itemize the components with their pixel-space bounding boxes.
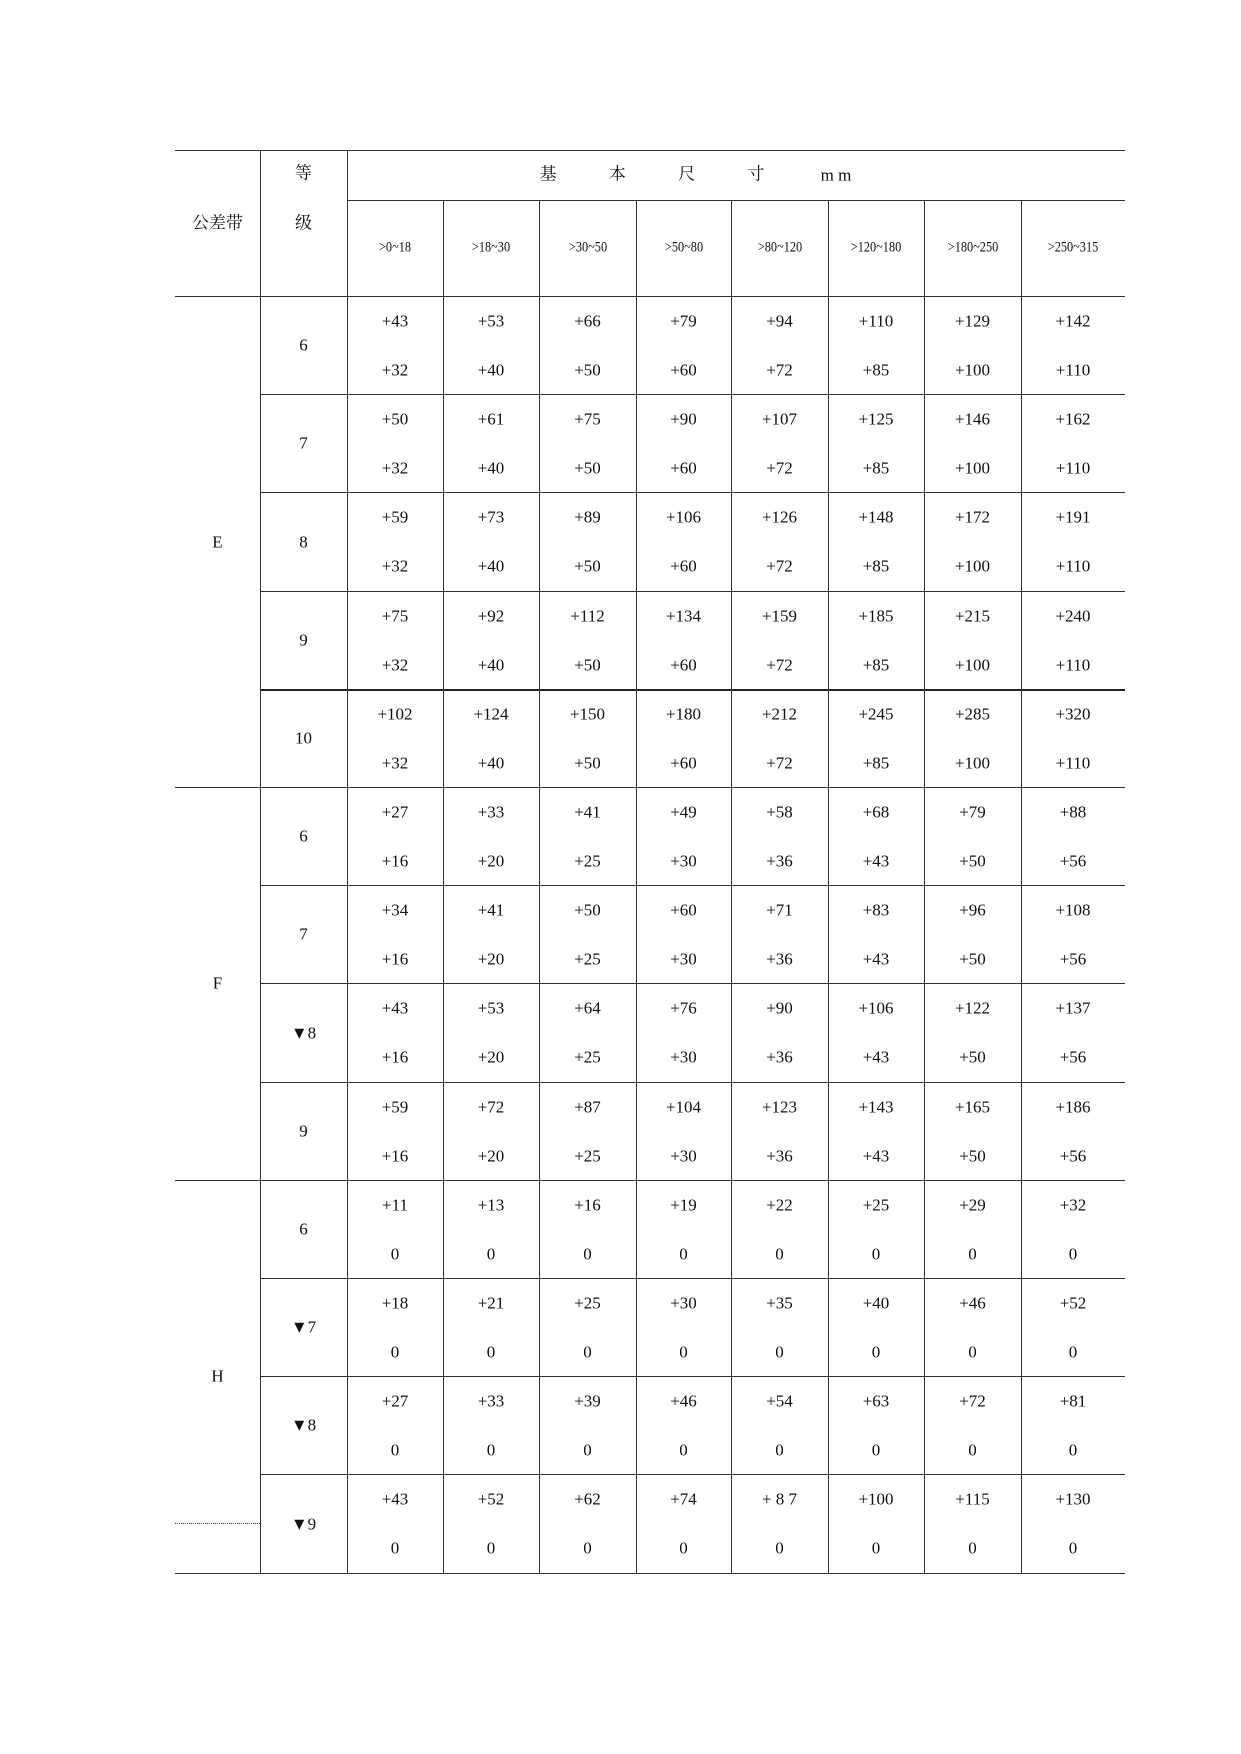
lower-deviation: +100 — [954, 753, 991, 773]
lower-deviation: +50 — [574, 753, 601, 773]
column-border — [828, 200, 829, 1573]
band-column-border — [260, 150, 261, 1573]
upper-deviation: + 8 7 — [761, 1489, 798, 1509]
lower-deviation: +40 — [477, 360, 505, 380]
lower-deviation: 0 — [871, 1244, 881, 1264]
lower-deviation: +25 — [574, 949, 601, 969]
upper-deviation: +46 — [959, 1293, 986, 1313]
upper-deviation: +87 — [574, 1097, 601, 1117]
lower-deviation: +20 — [477, 851, 505, 871]
size-header: 基 本 尺 寸 — [539, 164, 789, 184]
lower-deviation: +20 — [477, 1047, 505, 1067]
upper-deviation: +43 — [381, 311, 409, 331]
row-divider — [260, 1474, 1125, 1475]
upper-deviation: +34 — [381, 900, 409, 920]
column-border — [924, 200, 925, 1573]
column-border — [443, 200, 444, 1573]
lower-deviation: +32 — [381, 458, 409, 478]
upper-deviation: +137 — [1055, 998, 1091, 1018]
lower-deviation: 0 — [390, 1440, 400, 1460]
upper-deviation: +49 — [670, 802, 697, 822]
lower-deviation: 0 — [486, 1244, 496, 1264]
upper-deviation: +172 — [954, 507, 991, 527]
row-divider — [260, 591, 1125, 592]
grade-cell: ▼9 — [290, 1514, 317, 1533]
upper-deviation: +61 — [477, 409, 505, 429]
upper-deviation: +73 — [477, 507, 505, 527]
range-header: >250~315 — [1047, 239, 1099, 256]
lower-deviation: +110 — [1055, 360, 1091, 380]
upper-deviation: +75 — [381, 606, 409, 626]
upper-deviation: +245 — [858, 704, 894, 724]
lower-deviation: +50 — [959, 851, 986, 871]
row-divider — [260, 1376, 1125, 1377]
upper-deviation: +40 — [862, 1293, 890, 1313]
lower-deviation: 0 — [775, 1538, 784, 1558]
range-header: >120~180 — [850, 239, 902, 256]
lower-deviation: +50 — [574, 458, 601, 478]
lower-deviation: 0 — [679, 1342, 688, 1362]
lower-deviation: 0 — [1068, 1440, 1078, 1460]
upper-deviation: +130 — [1055, 1489, 1091, 1509]
row-divider — [260, 1082, 1125, 1083]
upper-deviation: +43 — [381, 1489, 409, 1509]
tolerance-band-label: E — [212, 532, 223, 551]
row-divider — [260, 885, 1125, 886]
lower-deviation: +72 — [766, 753, 793, 773]
upper-deviation: +122 — [954, 998, 991, 1018]
upper-deviation: +129 — [954, 311, 991, 331]
upper-deviation: +58 — [766, 802, 793, 822]
lower-deviation: +16 — [381, 1146, 409, 1166]
upper-deviation: +106 — [858, 998, 894, 1018]
upper-deviation: +33 — [477, 1391, 505, 1411]
upper-deviation: +27 — [381, 802, 409, 822]
upper-deviation: +66 — [574, 311, 601, 331]
upper-deviation: +25 — [574, 1293, 601, 1313]
lower-deviation: 0 — [775, 1244, 784, 1264]
upper-deviation: +124 — [473, 704, 509, 724]
upper-deviation: +240 — [1055, 606, 1091, 626]
lower-deviation: 0 — [583, 1440, 592, 1460]
lower-deviation: +56 — [1059, 1047, 1087, 1067]
lower-deviation: +100 — [954, 556, 991, 576]
upper-deviation: +41 — [574, 802, 601, 822]
lower-deviation: +40 — [477, 753, 505, 773]
upper-deviation: +33 — [477, 802, 505, 822]
row-divider — [260, 492, 1125, 493]
upper-deviation: +54 — [766, 1391, 793, 1411]
upper-deviation: +285 — [954, 704, 991, 724]
lower-deviation: +110 — [1055, 655, 1091, 675]
range-header: >180~250 — [947, 239, 998, 256]
lower-deviation: 0 — [1068, 1342, 1078, 1362]
upper-deviation: +21 — [477, 1293, 505, 1313]
lower-deviation: +100 — [954, 458, 991, 478]
lower-deviation: 0 — [583, 1538, 592, 1558]
lower-deviation: 0 — [871, 1440, 881, 1460]
upper-deviation: +22 — [766, 1195, 793, 1215]
tolerance-band-label: H — [211, 1366, 224, 1386]
lower-deviation: 0 — [583, 1342, 592, 1362]
column-border — [731, 200, 732, 1573]
lower-deviation: +40 — [477, 458, 505, 478]
upper-deviation: +35 — [766, 1293, 793, 1313]
upper-deviation: +68 — [862, 802, 890, 822]
lower-deviation: +50 — [574, 556, 601, 576]
upper-deviation: +108 — [1055, 900, 1091, 920]
lower-deviation: +50 — [959, 949, 986, 969]
upper-deviation: +79 — [959, 802, 986, 822]
upper-deviation: +104 — [665, 1097, 702, 1117]
lower-deviation: +85 — [862, 556, 890, 576]
lower-deviation: +20 — [477, 949, 505, 969]
lower-deviation: +56 — [1059, 851, 1087, 871]
upper-deviation: +106 — [665, 507, 702, 527]
lower-deviation: +32 — [381, 360, 409, 380]
lower-deviation: +100 — [954, 360, 991, 380]
range-header: >80~120 — [757, 239, 802, 256]
lower-deviation: 0 — [775, 1440, 784, 1460]
lower-deviation: 0 — [1068, 1244, 1078, 1264]
lower-deviation: 0 — [679, 1538, 688, 1558]
upper-deviation: +100 — [858, 1489, 894, 1509]
range-header: >18~30 — [471, 239, 511, 256]
upper-deviation: +46 — [670, 1391, 697, 1411]
lower-deviation: +36 — [766, 851, 793, 871]
grade-cell: 9 — [299, 630, 308, 650]
lower-deviation: +85 — [862, 360, 890, 380]
column-border — [347, 150, 348, 1573]
row-divider — [260, 394, 1125, 395]
upper-deviation: +41 — [477, 900, 505, 920]
lower-deviation: +16 — [381, 949, 409, 969]
upper-deviation: +53 — [477, 998, 505, 1018]
lower-deviation: 0 — [390, 1538, 400, 1558]
lower-deviation: 0 — [679, 1244, 688, 1264]
lower-deviation: +25 — [574, 851, 601, 871]
lower-deviation: +60 — [670, 753, 697, 773]
upper-deviation: +52 — [1059, 1293, 1087, 1313]
table-top-border — [175, 150, 1125, 151]
upper-deviation: +143 — [858, 1097, 894, 1117]
upper-deviation: +212 — [761, 704, 798, 724]
upper-deviation: +50 — [381, 409, 409, 429]
lower-deviation: +72 — [766, 360, 793, 380]
upper-deviation: +148 — [858, 507, 894, 527]
lower-deviation: 0 — [390, 1342, 400, 1362]
lower-deviation: +60 — [670, 360, 697, 380]
upper-deviation: +71 — [766, 900, 793, 920]
upper-deviation: +13 — [477, 1195, 505, 1215]
upper-deviation: +96 — [959, 900, 986, 920]
upper-deviation: +146 — [954, 409, 991, 429]
upper-deviation: +18 — [381, 1293, 409, 1313]
grade-cell: ▼8 — [290, 1415, 317, 1435]
upper-deviation: +186 — [1055, 1097, 1091, 1117]
tolerance-band-label: F — [212, 973, 223, 993]
lower-deviation: +110 — [1055, 753, 1091, 773]
lower-deviation: +32 — [381, 753, 409, 773]
size-unit: m m — [820, 165, 852, 185]
lower-deviation: +72 — [766, 556, 793, 576]
grade-cell: 6 — [299, 335, 308, 355]
upper-deviation: +59 — [381, 1097, 409, 1117]
upper-deviation: +72 — [959, 1391, 986, 1411]
upper-deviation: +90 — [766, 998, 793, 1018]
upper-deviation: +142 — [1055, 311, 1091, 331]
lower-deviation: 0 — [390, 1244, 400, 1264]
upper-deviation: +320 — [1055, 704, 1091, 724]
upper-deviation: +27 — [381, 1391, 409, 1411]
lower-deviation: +16 — [381, 851, 409, 871]
upper-deviation: +19 — [670, 1195, 697, 1215]
lower-deviation: +25 — [574, 1047, 601, 1067]
grade-cell: 6 — [299, 1219, 308, 1239]
lower-deviation: +30 — [670, 949, 697, 969]
grade-cell: 7 — [299, 433, 308, 453]
upper-deviation: +150 — [569, 704, 606, 724]
upper-deviation: +89 — [574, 507, 601, 527]
upper-deviation: +39 — [574, 1391, 601, 1411]
upper-deviation: +110 — [858, 311, 894, 331]
row-divider — [260, 1278, 1125, 1279]
lower-deviation: +72 — [766, 655, 793, 675]
upper-deviation: +88 — [1059, 802, 1087, 822]
upper-deviation: +81 — [1059, 1391, 1087, 1411]
lower-deviation: +20 — [477, 1146, 505, 1166]
upper-deviation: +16 — [574, 1195, 601, 1215]
range-header: >50~80 — [664, 239, 703, 256]
lower-deviation: 0 — [871, 1538, 881, 1558]
upper-deviation: +83 — [862, 900, 890, 920]
lower-deviation: +100 — [954, 655, 991, 675]
lower-deviation: +85 — [862, 655, 890, 675]
lower-deviation: +43 — [862, 1146, 890, 1166]
upper-deviation: +72 — [477, 1097, 505, 1117]
upper-deviation: +59 — [381, 507, 409, 527]
grade-header-top: 等 — [295, 163, 312, 183]
upper-deviation: +79 — [670, 311, 697, 331]
lower-deviation: +32 — [381, 556, 409, 576]
grade-cell: ▼8 — [290, 1023, 317, 1042]
upper-deviation: +62 — [574, 1489, 601, 1509]
group-divider — [175, 1573, 1125, 1574]
lower-deviation: +110 — [1055, 556, 1091, 576]
lower-deviation: 0 — [968, 1244, 977, 1264]
upper-deviation: +107 — [761, 409, 798, 429]
lower-deviation: +30 — [670, 1047, 697, 1067]
lower-deviation: 0 — [968, 1538, 977, 1558]
lower-deviation: +36 — [766, 1146, 793, 1166]
lower-deviation: +36 — [766, 1047, 793, 1067]
lower-deviation: +110 — [1055, 458, 1091, 478]
lower-deviation: 0 — [968, 1342, 977, 1362]
upper-deviation: +25 — [862, 1195, 890, 1215]
upper-deviation: +162 — [1055, 409, 1091, 429]
lower-deviation: +50 — [574, 655, 601, 675]
upper-deviation: +30 — [670, 1293, 697, 1313]
upper-deviation: +64 — [574, 998, 601, 1018]
upper-deviation: +50 — [574, 900, 601, 920]
upper-deviation: +125 — [858, 409, 894, 429]
lower-deviation: +43 — [862, 1047, 890, 1067]
lower-deviation: +25 — [574, 1146, 601, 1166]
grade-header-bottom: 级 — [295, 213, 312, 233]
lower-deviation: +50 — [959, 1146, 986, 1166]
upper-deviation: +102 — [377, 704, 413, 724]
upper-deviation: +43 — [381, 998, 409, 1018]
upper-deviation: +123 — [761, 1097, 798, 1117]
upper-deviation: +74 — [670, 1489, 697, 1509]
band-header: 公差带 — [192, 213, 243, 233]
upper-deviation: +159 — [761, 606, 798, 626]
upper-deviation: +185 — [858, 606, 894, 626]
lower-deviation: +56 — [1059, 949, 1087, 969]
lower-deviation: 0 — [486, 1440, 496, 1460]
lower-deviation: +85 — [862, 753, 890, 773]
upper-deviation: +94 — [766, 311, 793, 331]
upper-deviation: +75 — [574, 409, 601, 429]
header-divider — [347, 200, 1125, 201]
upper-deviation: +115 — [955, 1489, 990, 1509]
lower-deviation: 0 — [968, 1440, 977, 1460]
lower-deviation: +36 — [766, 949, 793, 969]
lower-deviation: +40 — [477, 556, 505, 576]
header-bottom-border — [175, 296, 1125, 297]
lower-deviation: +43 — [862, 949, 890, 969]
range-header: >30~50 — [568, 239, 607, 256]
lower-deviation: +32 — [381, 655, 409, 675]
row-divider — [260, 689, 1125, 691]
dotted-marker — [175, 1523, 260, 1524]
upper-deviation: +11 — [382, 1195, 408, 1215]
upper-deviation: +53 — [477, 311, 505, 331]
column-border — [539, 200, 540, 1573]
upper-deviation: +32 — [1059, 1195, 1087, 1215]
upper-deviation: +63 — [862, 1391, 890, 1411]
upper-deviation: +180 — [665, 704, 702, 724]
lower-deviation: +85 — [862, 458, 890, 478]
lower-deviation: +72 — [766, 458, 793, 478]
grade-cell: 6 — [299, 826, 308, 846]
lower-deviation: 0 — [775, 1342, 784, 1362]
lower-deviation: +43 — [862, 851, 890, 871]
grade-cell: 7 — [299, 924, 308, 944]
column-border — [1021, 200, 1022, 1573]
upper-deviation: +52 — [477, 1489, 505, 1509]
upper-deviation: +92 — [477, 606, 505, 626]
lower-deviation: +30 — [670, 851, 697, 871]
lower-deviation: +50 — [574, 360, 601, 380]
lower-deviation: +60 — [670, 458, 697, 478]
upper-deviation: +29 — [959, 1195, 986, 1215]
row-divider — [260, 983, 1125, 984]
lower-deviation: +16 — [381, 1047, 409, 1067]
lower-deviation: 0 — [486, 1342, 496, 1362]
lower-deviation: 0 — [583, 1244, 592, 1264]
lower-deviation: 0 — [486, 1538, 496, 1558]
upper-deviation: +112 — [570, 606, 605, 626]
group-divider — [175, 1180, 1125, 1181]
grade-cell: 9 — [299, 1121, 308, 1141]
upper-deviation: +60 — [670, 900, 697, 920]
lower-deviation: +40 — [477, 655, 505, 675]
lower-deviation: 0 — [679, 1440, 688, 1460]
lower-deviation: 0 — [1068, 1538, 1078, 1558]
upper-deviation: +215 — [954, 606, 991, 626]
group-divider — [175, 787, 1125, 788]
lower-deviation: +60 — [670, 655, 697, 675]
lower-deviation: +30 — [670, 1146, 697, 1166]
grade-cell: 10 — [295, 728, 312, 748]
upper-deviation: +134 — [665, 606, 702, 626]
lower-deviation: +56 — [1059, 1146, 1087, 1166]
upper-deviation: +90 — [670, 409, 697, 429]
range-header: >0~18 — [378, 239, 412, 256]
upper-deviation: +76 — [670, 998, 697, 1018]
grade-cell: 8 — [299, 532, 308, 551]
lower-deviation: +60 — [670, 556, 697, 576]
upper-deviation: +165 — [954, 1097, 991, 1117]
lower-deviation: +50 — [959, 1047, 986, 1067]
upper-deviation: +126 — [761, 507, 798, 527]
upper-deviation: +191 — [1055, 507, 1091, 527]
column-border — [636, 200, 637, 1573]
lower-deviation: 0 — [871, 1342, 881, 1362]
grade-cell: ▼7 — [290, 1317, 317, 1337]
